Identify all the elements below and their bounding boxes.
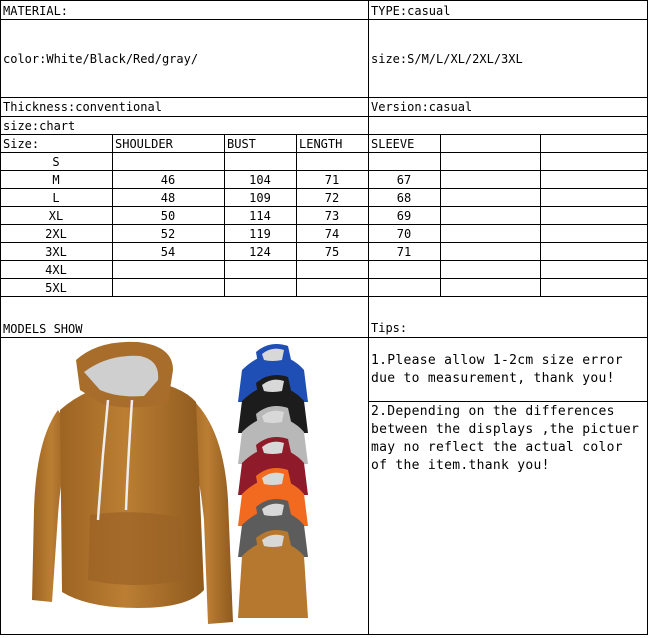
color-label: color:White/Black/Red/gray/ (3, 52, 199, 66)
thickness-label: Thickness:conventional (3, 100, 162, 114)
bust-cell: 104 (249, 173, 271, 187)
bust-cell: 124 (249, 245, 271, 259)
material-label: MATERIAL: (3, 4, 69, 18)
bust-cell: 119 (249, 227, 271, 241)
col-header-bust: BUST (227, 137, 256, 151)
shoulder-cell: 54 (160, 245, 176, 259)
type-label: TYPE:casual (371, 4, 451, 18)
size-cell: XL (48, 209, 64, 223)
col-header-size: Size: (3, 137, 40, 151)
size-options-label: size:S/M/L/XL/2XL/3XL (371, 52, 523, 66)
col-header-length: LENGTH (299, 137, 343, 151)
sleeve-cell: 70 (396, 227, 412, 241)
shoulder-cell: 48 (160, 191, 176, 205)
length-cell: 75 (324, 245, 340, 259)
col-header-sleeve: SLEEVE (371, 137, 415, 151)
length-cell: 72 (324, 191, 340, 205)
sleeve-cell: 67 (396, 173, 412, 187)
shoulder-cell: 52 (160, 227, 176, 241)
size-cell: M (52, 173, 60, 187)
main-hoodie-image (28, 340, 240, 632)
col-header-shoulder: SHOULDER (115, 137, 173, 151)
length-cell: 71 (324, 173, 340, 187)
size-cell: 4XL (45, 263, 67, 277)
models-show-label: MODELS SHOW (3, 322, 83, 336)
size-chart-label: size:chart (3, 119, 76, 133)
size-cell: 2XL (45, 227, 67, 241)
length-cell: 73 (324, 209, 340, 223)
shoulder-cell: 50 (160, 209, 176, 223)
size-cell: S (52, 155, 60, 169)
bust-cell: 114 (249, 209, 271, 223)
color-variants-image (236, 342, 312, 630)
size-cell: L (52, 191, 60, 205)
tip-1: 1.Please allow 1-2cm size error due to measurement, thank you! (371, 353, 623, 386)
sleeve-cell: 71 (396, 245, 412, 259)
version-label: Version:casual (371, 100, 473, 114)
size-cell: 5XL (45, 281, 67, 295)
sleeve-cell: 69 (396, 209, 412, 223)
tip-2: 2.Depending on the differences between the displays ,the pictuer may no reflect the actual color of the item.thank you! (371, 404, 640, 473)
size-cell: 3XL (45, 245, 67, 259)
bust-cell: 109 (249, 191, 271, 205)
length-cell: 74 (324, 227, 340, 241)
shoulder-cell: 46 (160, 173, 176, 187)
sleeve-cell: 68 (396, 191, 412, 205)
tips-label: Tips: (371, 321, 408, 335)
